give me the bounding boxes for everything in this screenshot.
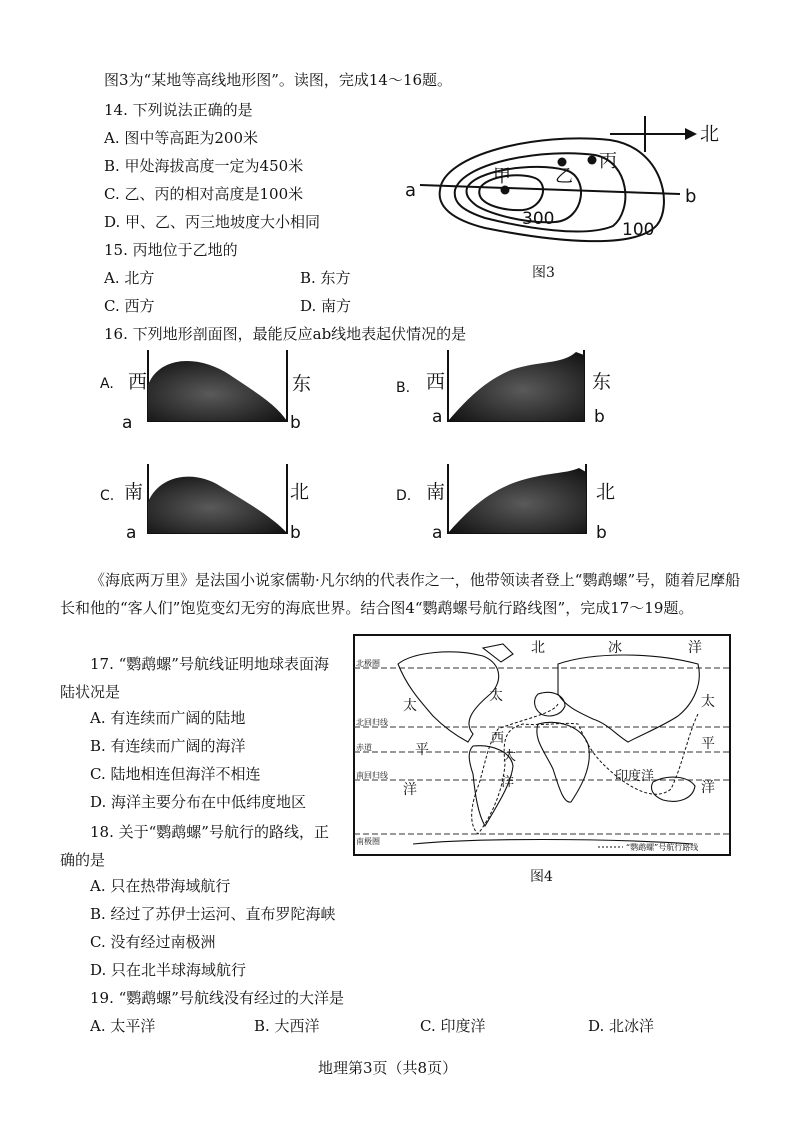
q17-stem: 17. “鹦鹉螺”号航线证明地球表面海陆状况是 [60, 655, 329, 701]
point-bing [588, 156, 597, 165]
profile-b-terrain [448, 352, 584, 421]
label-arctic-circle: 北极圈 [356, 659, 380, 668]
q14-stem: 14. 下列说法正确的是 [104, 101, 253, 119]
profile-c-letter: C. [100, 488, 115, 504]
ab-line [420, 185, 680, 194]
profile-d-terrain [448, 468, 586, 533]
profile-c-terrain [148, 477, 287, 533]
profile-c-left-dir: 南 [124, 481, 144, 503]
profile-d-letter: D. [396, 488, 412, 504]
label-equator: 赤道 [356, 743, 372, 752]
profile-d [396, 462, 636, 547]
contour-map-figure [395, 110, 740, 280]
intro-fig4: 《海底两万里》是法国小说家儒勒·凡尔纳的代表作之一，他带领读者登上“鹦鹉螺”号，随着尼摩船长和他的“客人们”饱览变幻无穷的海底世界。结合图4“鹦鹉螺号航行路线图”，完成17～19题。 [60, 571, 741, 617]
label-antarctic-circle: 南极圈 [356, 837, 380, 846]
fig3-caption: 图3 [532, 265, 555, 281]
q19-option-a: A. 太平洋 [90, 1017, 156, 1035]
profile-b-a: a [432, 407, 443, 427]
point-jia-label: 甲 [493, 166, 511, 187]
q17-option-c: C. 陆地相连但海洋不相连 [90, 765, 261, 783]
label-tropic-cancer: 北回归线 [356, 718, 388, 727]
ocean-label-indian: 印度洋 [615, 769, 655, 784]
q17-option-b: B. 有连续而广阔的海洋 [90, 737, 246, 755]
q16-stem: 16. 下列地形剖面图，最能反应ab线地表起伏情况的是 [104, 325, 467, 343]
q14-option-d: D. 甲、乙、丙三地坡度大小相同 [104, 213, 321, 231]
q17-option-d: D. 海洋主要分布在中低纬度地区 [90, 793, 307, 811]
q14-option-c: C. 乙、丙的相对高度是100米 [104, 185, 304, 203]
ocean-label-yang-atlantic: 洋 [501, 775, 515, 790]
q18-option-b: B. 经过了苏伊士运河、直布罗陀海峡 [90, 905, 336, 923]
q14-option-b: B. 甲处海拔高度一定为450米 [104, 157, 304, 175]
q15-option-b: B. 东方 [300, 269, 351, 287]
world-map-figure [353, 634, 731, 856]
ocean-label-bing: 冰 [608, 640, 622, 656]
q19-option-b: B. 大西洋 [254, 1017, 320, 1035]
point-a-label: a [405, 180, 417, 201]
profile-c-right-dir: 北 [290, 481, 310, 503]
ocean-label-ping-left: 平 [415, 742, 429, 758]
profile-a-right-dir: 东 [292, 373, 312, 395]
profile-b-b: b [594, 407, 605, 427]
north-arrowhead [685, 128, 697, 140]
q15-option-a: A. 北方 [104, 269, 155, 287]
ocean-label-yang-right: 洋 [701, 780, 715, 796]
q19-option-d: D. 北冰洋 [588, 1017, 655, 1035]
contour-label-100: 100 [622, 220, 655, 240]
point-yi-label: 乙 [555, 166, 573, 187]
legend-route-label: “鹦鹉螺”号航行路线 [626, 843, 699, 852]
q18-stem: 18. 关于“鹦鹉螺”号航行的路线，正确的是 [60, 823, 329, 869]
profile-a-a: a [122, 413, 133, 433]
ocean-label-tai-mid: 太 [489, 688, 503, 704]
fig4-caption: 图4 [530, 869, 553, 885]
q19-stem: 19. “鹦鹉螺”号航线没有经过的大洋是 [90, 989, 344, 1007]
profile-b-right-dir: 东 [592, 371, 612, 393]
point-bing-label: 丙 [599, 151, 617, 172]
ocean-label-yang-left: 洋 [403, 782, 417, 798]
profile-b [396, 350, 636, 435]
profile-d-b: b [596, 523, 607, 543]
label-tropic-capricorn: 南回归线 [356, 771, 388, 780]
ocean-label-tai-left: 太 [403, 698, 417, 714]
profile-d-a: a [432, 523, 443, 543]
q18-option-c: C. 没有经过南极洲 [90, 933, 216, 951]
profile-a-letter: A. [100, 376, 114, 392]
q15-option-d: D. 南方 [300, 297, 352, 315]
ocean-label-ping-right: 平 [701, 736, 715, 752]
profile-c-a: a [126, 523, 137, 543]
profile-b-left-dir: 西 [426, 371, 446, 393]
profile-c-b: b [290, 523, 301, 543]
q18-option-a: A. 只在热带海域航行 [90, 877, 231, 895]
profile-d-right-dir: 北 [596, 481, 616, 503]
q15-stem: 15. 丙地位于乙地的 [104, 241, 238, 259]
q18-option-d: D. 只在北半球海域航行 [90, 961, 247, 979]
ocean-label-tai-right: 太 [701, 694, 715, 710]
q14-option-a: A. 图中等高距为200米 [104, 129, 258, 147]
profile-a [100, 350, 330, 435]
north-label: 北 [700, 123, 720, 145]
page-footer: 地理第3页（共8页） [318, 1059, 458, 1077]
profile-d-left-dir: 南 [426, 481, 446, 503]
ocean-label-bei: 北 [531, 640, 545, 656]
contour-400 [479, 175, 543, 210]
profile-b-letter: B. [396, 380, 411, 396]
profile-a-b: b [290, 413, 301, 433]
point-b-label: b [685, 186, 697, 207]
ocean-label-xi: 西 [491, 731, 505, 746]
ocean-label-da: 大 [503, 749, 517, 764]
q15-option-c: C. 西方 [104, 297, 155, 315]
profile-a-left-dir: 西 [128, 371, 148, 393]
profile-a-terrain [148, 361, 287, 421]
q19-option-c: C. 印度洋 [420, 1017, 486, 1035]
q17-option-a: A. 有连续而广阔的陆地 [90, 709, 246, 727]
intro-fig3: 图3为“某地等高线地形图”。读图，完成14～16题。 [104, 71, 453, 89]
profile-c [100, 462, 330, 547]
contour-label-300: 300 [522, 209, 555, 229]
ocean-label-yang-n: 洋 [688, 640, 702, 656]
